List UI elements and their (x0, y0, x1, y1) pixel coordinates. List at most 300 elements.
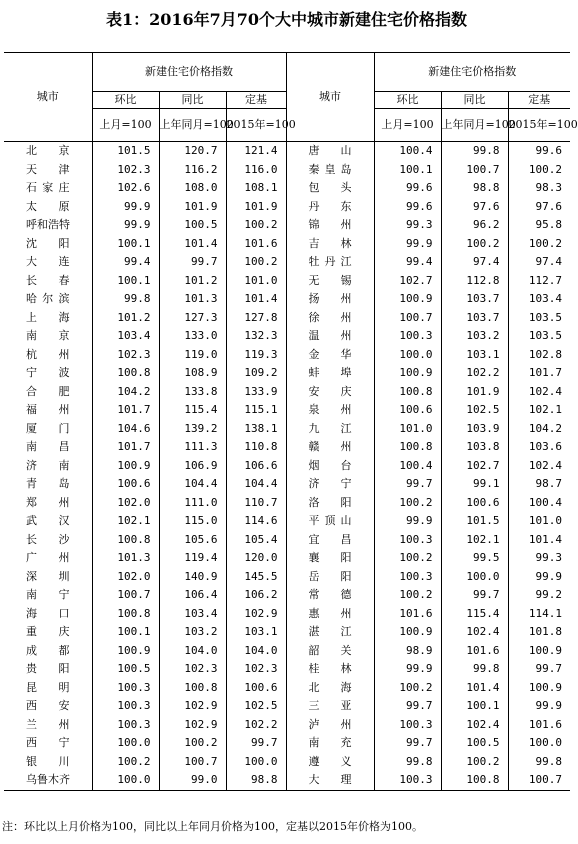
sub-yoy-header: 上年同月=100 (441, 109, 508, 142)
table-row (4, 568, 570, 587)
city-name-right: 泉州 (286, 401, 374, 420)
footnote: 注：环比以上月价格为100，同比以上年同月价格为100，定基以2015年价格为100。 (2, 820, 423, 833)
base-value-left: 114.6 (226, 512, 286, 531)
yoy-value-left: 120.7 (159, 142, 226, 161)
yoy-value-right: 100.2 (441, 235, 508, 254)
mom-value-left: 100.2 (92, 753, 159, 772)
mom-value-right: 100.3 (374, 771, 441, 790)
city-name-right: 三亚 (286, 697, 374, 716)
city-name-right: 洛阳 (286, 494, 374, 513)
table-row (4, 753, 570, 772)
table-row (4, 716, 570, 735)
base-value-right: 102.4 (508, 383, 570, 402)
yoy-value-right: 102.1 (441, 531, 508, 550)
base-value-right: 99.9 (508, 568, 570, 587)
base-value-left: 100.0 (226, 753, 286, 772)
city-name-left: 沈阳 (26, 236, 70, 250)
mom-value-left: 102.6 (92, 179, 159, 198)
mom-value-left: 100.8 (92, 364, 159, 383)
mom-value-left: 101.3 (92, 549, 159, 568)
base-value-left: 106.2 (226, 586, 286, 605)
base-value-left: 105.4 (226, 531, 286, 550)
col-mom-header: 环比 (374, 92, 441, 109)
base-value-left: 101.9 (226, 198, 286, 217)
price-index-table (4, 52, 578, 791)
city-name-left: 北京 (4, 142, 92, 161)
city-name-right: 秦皇岛 (286, 161, 374, 180)
mom-value-left: 101.7 (92, 438, 159, 457)
yoy-value-left: 127.3 (159, 309, 226, 328)
yoy-value-left: 111.3 (159, 438, 226, 457)
base-value-left: 132.3 (226, 327, 286, 346)
table-row (4, 512, 570, 531)
mom-value-right: 100.8 (374, 383, 441, 402)
city-name-right: 桂林 (286, 660, 374, 679)
yoy-value-right: 97.4 (441, 253, 508, 272)
base-value-left: 127.8 (226, 309, 286, 328)
base-value-right: 97.4 (508, 253, 570, 272)
base-value-left: 133.9 (226, 383, 286, 402)
table-row (4, 198, 570, 217)
yoy-value-right: 102.4 (441, 623, 508, 642)
yoy-value-left: 139.2 (159, 420, 226, 439)
mom-value-right: 99.9 (374, 660, 441, 679)
city-name-left: 杭州 (26, 347, 70, 361)
mom-value-left: 100.0 (92, 771, 159, 790)
yoy-value-right: 103.9 (441, 420, 508, 439)
yoy-value-right: 100.8 (441, 771, 508, 790)
table-row (4, 253, 570, 272)
yoy-value-right: 102.4 (441, 716, 508, 735)
city-name-right: 平顶山 (286, 512, 374, 531)
city-name-right: 惠州 (286, 605, 374, 624)
col-yoy-header: 同比 (159, 92, 226, 109)
yoy-value-right: 99.1 (441, 475, 508, 494)
table-row (4, 586, 570, 605)
base-value-right: 100.9 (508, 642, 570, 661)
sub-base-header: 2015年=100 (226, 109, 286, 142)
table-row (4, 235, 570, 254)
city-name-left: 大连 (26, 255, 70, 269)
base-value-right: 100.2 (508, 161, 570, 180)
city-name-left: 上海 (26, 310, 70, 324)
mom-value-right: 100.2 (374, 549, 441, 568)
mom-value-right: 99.3 (374, 216, 441, 235)
city-name-right: 蚌埠 (286, 364, 374, 383)
city-name-left: 哈尔滨 (26, 292, 70, 306)
mom-value-right: 100.6 (374, 401, 441, 420)
yoy-value-left: 104.4 (159, 475, 226, 494)
city-name-left: 青岛 (26, 477, 70, 491)
yoy-value-right: 99.8 (441, 660, 508, 679)
mom-value-right: 100.3 (374, 568, 441, 587)
city-name-right: 九江 (286, 420, 374, 439)
mom-value-right: 100.2 (374, 494, 441, 513)
yoy-value-right: 100.5 (441, 734, 508, 753)
base-value-left: 116.0 (226, 161, 286, 180)
city-name-left: 合肥 (26, 384, 70, 398)
city-name-right: 遵义 (286, 753, 374, 772)
city-name-left: 海口 (26, 606, 70, 620)
city-name-right: 北海 (286, 679, 374, 698)
base-value-left: 120.0 (226, 549, 286, 568)
mom-value-left: 100.1 (92, 235, 159, 254)
mom-value-right: 99.9 (374, 235, 441, 254)
base-value-right: 99.6 (508, 142, 570, 161)
city-name-left: 厦门 (26, 421, 70, 435)
city-name-right: 常德 (286, 586, 374, 605)
mom-value-left: 100.3 (92, 679, 159, 698)
base-value-left: 106.6 (226, 457, 286, 476)
city-name-left: 乌鲁木齐 (4, 771, 92, 790)
city-name-left: 武汉 (26, 514, 70, 528)
yoy-value-left: 103.4 (159, 605, 226, 624)
city-name-right: 徐州 (286, 309, 374, 328)
city-name-left: 银川 (26, 754, 70, 768)
table-row (4, 771, 570, 790)
table-row (4, 605, 570, 624)
yoy-value-left: 111.0 (159, 494, 226, 513)
mom-value-right: 99.4 (374, 253, 441, 272)
mom-value-right: 100.8 (374, 438, 441, 457)
yoy-value-right: 100.6 (441, 494, 508, 513)
city-name-right: 泸州 (286, 716, 374, 735)
city-name-right: 金华 (286, 346, 374, 365)
city-name-right: 济宁 (286, 475, 374, 494)
mom-value-left: 100.9 (92, 642, 159, 661)
base-value-left: 110.8 (226, 438, 286, 457)
base-value-right: 97.6 (508, 198, 570, 217)
base-value-right: 101.7 (508, 364, 570, 383)
base-value-right: 98.3 (508, 179, 570, 198)
yoy-value-right: 99.8 (441, 142, 508, 161)
base-value-right: 100.0 (508, 734, 570, 753)
base-value-right: 101.4 (508, 531, 570, 550)
table-row (4, 475, 570, 494)
yoy-value-right: 100.0 (441, 568, 508, 587)
city-name-right: 安庆 (286, 383, 374, 402)
mom-value-right: 99.9 (374, 512, 441, 531)
city-name-right: 赣州 (286, 438, 374, 457)
base-value-left: 104.0 (226, 642, 286, 661)
city-name-left: 南昌 (26, 440, 70, 454)
city-name-left: 郑州 (26, 495, 70, 509)
mom-value-left: 99.9 (92, 198, 159, 217)
base-value-left: 101.6 (226, 235, 286, 254)
mom-value-left: 102.0 (92, 568, 159, 587)
base-value-right: 103.5 (508, 309, 570, 328)
yoy-value-left: 101.9 (159, 198, 226, 217)
col-base-header: 定基 (226, 92, 286, 109)
base-value-right: 98.7 (508, 475, 570, 494)
table-row (4, 549, 570, 568)
mom-value-right: 100.3 (374, 716, 441, 735)
sub-base-header: 2015年=100 (508, 109, 570, 142)
mom-value-right: 99.6 (374, 179, 441, 198)
base-value-left: 100.6 (226, 679, 286, 698)
mom-value-right: 99.6 (374, 198, 441, 217)
yoy-value-left: 101.4 (159, 235, 226, 254)
base-value-left: 102.9 (226, 605, 286, 624)
city-name-right: 湛江 (286, 623, 374, 642)
base-value-left: 101.0 (226, 272, 286, 291)
mom-value-right: 99.8 (374, 753, 441, 772)
mom-value-right: 99.7 (374, 697, 441, 716)
yoy-value-left: 115.4 (159, 401, 226, 420)
city-name-right: 吉林 (286, 235, 374, 254)
col-yoy-header: 同比 (441, 92, 508, 109)
base-value-left: 104.4 (226, 475, 286, 494)
table-row (4, 401, 570, 420)
yoy-value-left: 115.0 (159, 512, 226, 531)
base-value-right: 112.7 (508, 272, 570, 291)
city-name-left: 宁波 (26, 366, 70, 380)
table-row (4, 494, 570, 513)
city-name-right: 牡丹江 (286, 253, 374, 272)
base-value-left: 109.2 (226, 364, 286, 383)
yoy-value-right: 101.9 (441, 383, 508, 402)
mom-value-left: 100.1 (92, 272, 159, 291)
base-value-left: 98.8 (226, 771, 286, 790)
base-value-right: 100.9 (508, 679, 570, 698)
base-value-right: 103.4 (508, 290, 570, 309)
mom-value-left: 103.4 (92, 327, 159, 346)
mom-value-right: 100.0 (374, 346, 441, 365)
table-body (4, 142, 570, 791)
table-row (4, 364, 570, 383)
mom-value-left: 102.3 (92, 161, 159, 180)
mom-value-left: 100.6 (92, 475, 159, 494)
base-value-left: 102.2 (226, 716, 286, 735)
city-name-left: 长沙 (26, 532, 70, 546)
yoy-value-left: 101.3 (159, 290, 226, 309)
mom-value-right: 100.9 (374, 623, 441, 642)
table-row (4, 660, 570, 679)
yoy-value-left: 100.2 (159, 734, 226, 753)
base-value-left: 100.2 (226, 216, 286, 235)
group-header-right: 新建住宅价格指数 (374, 53, 570, 92)
base-value-right: 101.0 (508, 512, 570, 531)
table-row (4, 346, 570, 365)
yoy-value-right: 103.7 (441, 290, 508, 309)
yoy-value-right: 100.7 (441, 161, 508, 180)
table-row (4, 642, 570, 661)
base-value-right: 101.8 (508, 623, 570, 642)
yoy-value-left: 100.5 (159, 216, 226, 235)
city-name-left: 南京 (26, 329, 70, 343)
table-row (4, 142, 570, 161)
base-value-left: 103.1 (226, 623, 286, 642)
mom-value-left: 102.1 (92, 512, 159, 531)
yoy-value-left: 140.9 (159, 568, 226, 587)
mom-value-left: 100.0 (92, 734, 159, 753)
base-value-right: 100.4 (508, 494, 570, 513)
base-value-right: 102.4 (508, 457, 570, 476)
base-value-left: 138.1 (226, 420, 286, 439)
yoy-value-left: 100.7 (159, 753, 226, 772)
base-value-right: 100.7 (508, 771, 570, 790)
table-row (4, 290, 570, 309)
table-row (4, 161, 570, 180)
base-value-left: 102.3 (226, 660, 286, 679)
sub-mom-header: 上月=100 (374, 109, 441, 142)
table-row (4, 383, 570, 402)
mom-value-left: 102.0 (92, 494, 159, 513)
yoy-value-left: 133.0 (159, 327, 226, 346)
base-value-right: 103.6 (508, 438, 570, 457)
col-base-header: 定基 (508, 92, 570, 109)
base-value-right: 95.8 (508, 216, 570, 235)
table-row (4, 272, 570, 291)
yoy-value-left: 133.8 (159, 383, 226, 402)
table-row (4, 216, 570, 235)
city-name-right: 无锡 (286, 272, 374, 291)
yoy-value-right: 100.1 (441, 697, 508, 716)
city-name-left: 济南 (26, 458, 70, 472)
table-row (4, 531, 570, 550)
table-row (4, 679, 570, 698)
city-name-right: 扬州 (286, 290, 374, 309)
table-title: 表1：2016年7月70个大中城市新建住宅价格指数 (105, 10, 468, 29)
city-name-right: 大理 (286, 771, 374, 790)
mom-value-left: 100.1 (92, 623, 159, 642)
mom-value-left: 99.9 (92, 216, 159, 235)
base-value-left: 121.4 (226, 142, 286, 161)
base-value-right: 103.5 (508, 327, 570, 346)
table-row (4, 420, 570, 439)
yoy-value-left: 108.0 (159, 179, 226, 198)
mom-value-left: 100.3 (92, 716, 159, 735)
yoy-value-left: 103.2 (159, 623, 226, 642)
mom-value-right: 101.0 (374, 420, 441, 439)
mom-value-left: 102.3 (92, 346, 159, 365)
yoy-value-right: 99.7 (441, 586, 508, 605)
yoy-value-left: 101.2 (159, 272, 226, 291)
yoy-value-left: 105.6 (159, 531, 226, 550)
mom-value-left: 100.8 (92, 531, 159, 550)
yoy-value-left: 102.9 (159, 716, 226, 735)
base-value-left: 119.3 (226, 346, 286, 365)
yoy-value-right: 103.2 (441, 327, 508, 346)
sub-yoy-header: 上年同月=100 (159, 109, 226, 142)
yoy-value-right: 103.1 (441, 346, 508, 365)
yoy-value-right: 98.8 (441, 179, 508, 198)
yoy-value-right: 101.5 (441, 512, 508, 531)
city-name-right: 包头 (286, 179, 374, 198)
mom-value-left: 101.5 (92, 142, 159, 161)
yoy-value-left: 99.0 (159, 771, 226, 790)
yoy-value-right: 112.8 (441, 272, 508, 291)
city-name-left: 成都 (26, 643, 70, 657)
city-name-right: 温州 (286, 327, 374, 346)
yoy-value-right: 103.8 (441, 438, 508, 457)
base-value-right: 99.8 (508, 753, 570, 772)
mom-value-right: 99.7 (374, 475, 441, 494)
yoy-value-left: 108.9 (159, 364, 226, 383)
city-name-left: 天津 (26, 162, 70, 176)
mom-value-left: 104.2 (92, 383, 159, 402)
mom-value-left: 100.8 (92, 605, 159, 624)
city-name-left: 深圳 (26, 569, 70, 583)
base-value-right: 104.2 (508, 420, 570, 439)
yoy-value-right: 100.2 (441, 753, 508, 772)
yoy-value-right: 96.2 (441, 216, 508, 235)
base-value-right: 99.9 (508, 697, 570, 716)
mom-value-left: 100.5 (92, 660, 159, 679)
base-value-right: 99.7 (508, 660, 570, 679)
city-header-right: 城市 (286, 53, 374, 142)
yoy-value-left: 99.7 (159, 253, 226, 272)
table-row (4, 438, 570, 457)
yoy-value-right: 101.6 (441, 642, 508, 661)
yoy-value-left: 106.9 (159, 457, 226, 476)
mom-value-left: 100.7 (92, 586, 159, 605)
mom-value-right: 100.2 (374, 586, 441, 605)
base-value-left: 99.7 (226, 734, 286, 753)
base-value-right: 102.1 (508, 401, 570, 420)
base-value-right: 114.1 (508, 605, 570, 624)
city-name-right: 烟台 (286, 457, 374, 476)
yoy-value-left: 100.8 (159, 679, 226, 698)
mom-value-right: 100.9 (374, 290, 441, 309)
city-name-left: 太原 (26, 199, 70, 213)
city-name-left: 兰州 (26, 717, 70, 731)
base-value-right: 101.6 (508, 716, 570, 735)
city-name-right: 韶关 (286, 642, 374, 661)
city-name-left: 重庆 (26, 625, 70, 639)
city-name-right: 锦州 (286, 216, 374, 235)
table-row (4, 457, 570, 476)
table-row (4, 697, 570, 716)
base-value-left: 108.1 (226, 179, 286, 198)
city-name-left: 广州 (26, 551, 70, 565)
group-header-left: 新建住宅价格指数 (92, 53, 286, 92)
yoy-value-left: 102.3 (159, 660, 226, 679)
table-row (4, 179, 570, 198)
city-name-left: 南宁 (26, 588, 70, 602)
city-name-left: 贵阳 (26, 662, 70, 676)
city-header-left: 城市 (4, 53, 92, 142)
city-name-right: 唐山 (286, 142, 374, 161)
yoy-value-left: 106.4 (159, 586, 226, 605)
city-name-right: 襄阳 (286, 549, 374, 568)
base-value-left: 100.2 (226, 253, 286, 272)
yoy-value-left: 102.9 (159, 697, 226, 716)
base-value-left: 110.7 (226, 494, 286, 513)
mom-value-right: 100.3 (374, 531, 441, 550)
base-value-right: 100.2 (508, 235, 570, 254)
base-value-right: 102.8 (508, 346, 570, 365)
mom-value-left: 101.2 (92, 309, 159, 328)
city-name-left: 西安 (26, 699, 70, 713)
mom-value-right: 100.9 (374, 364, 441, 383)
yoy-value-right: 102.5 (441, 401, 508, 420)
base-value-right: 99.3 (508, 549, 570, 568)
mom-value-left: 104.6 (92, 420, 159, 439)
mom-value-right: 100.1 (374, 161, 441, 180)
base-value-left: 101.4 (226, 290, 286, 309)
city-name-left: 石家庄 (26, 181, 70, 195)
city-name-left: 呼和浩特 (26, 218, 70, 232)
sub-mom-header: 上月=100 (92, 109, 159, 142)
table-row (4, 309, 570, 328)
city-name-left: 昆明 (26, 680, 70, 694)
yoy-value-right: 102.2 (441, 364, 508, 383)
mom-value-right: 99.7 (374, 734, 441, 753)
yoy-value-left: 104.0 (159, 642, 226, 661)
yoy-value-left: 119.4 (159, 549, 226, 568)
mom-value-left: 101.7 (92, 401, 159, 420)
